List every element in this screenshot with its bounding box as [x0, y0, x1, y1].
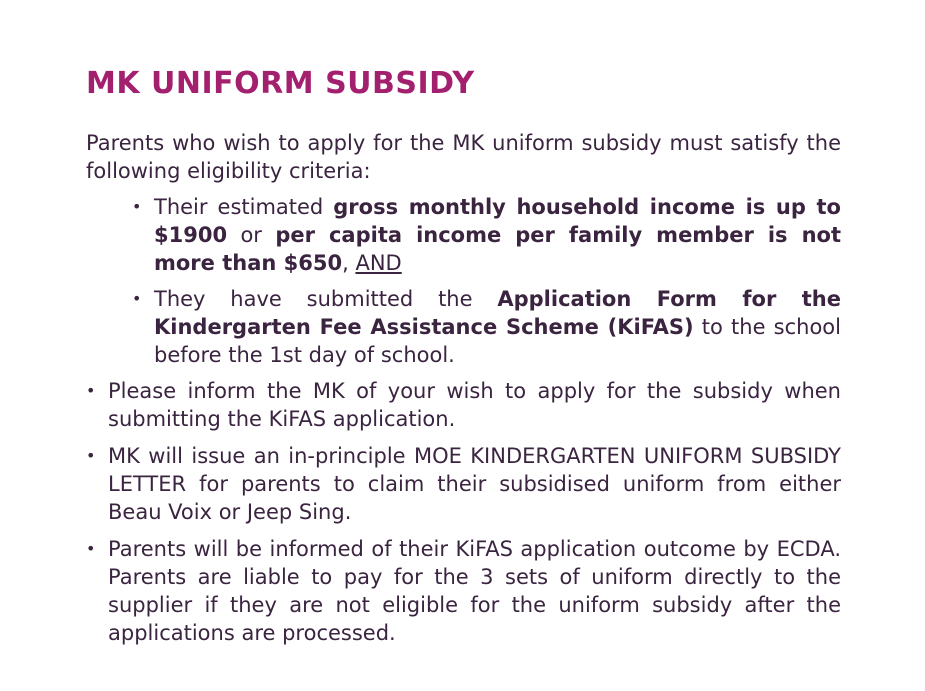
point-subsidy-letter — [86, 442, 841, 526]
criterion-text: They have submitted the — [154, 287, 498, 311]
point-inform-mk — [86, 377, 841, 433]
bullet-icon: • — [86, 446, 96, 465]
criterion-text: Their estimated — [154, 195, 334, 219]
criterion-application-form — [132, 285, 841, 369]
bullet-icon: • — [132, 289, 142, 308]
criterion-emphasis: Application Form for the Kindergarten Fee Assistance Scheme (KiFAS) — [154, 287, 841, 339]
point-text: Please inform the MK of your wish to apply for the subsidy when submitting the KiFAS application. — [108, 379, 841, 431]
point-text: MK will issue an in-principle MOE KINDERGARTEN UNIFORM SUBSIDY LETTER for parents to claim their subsidised uniform from either Beau Voix or Jeep Sing. — [108, 444, 841, 524]
bullet-icon: • — [86, 539, 96, 558]
slide-title: MK UNIFORM SUBSIDY — [86, 66, 475, 101]
criterion-text: to the school before the 1st day of school. — [154, 315, 841, 367]
point-ecda-outcome — [86, 535, 841, 647]
criterion-emphasis: gross monthly household income is up to $1900 — [154, 195, 841, 247]
eligibility-criteria-list — [86, 193, 841, 369]
slide-content — [86, 129, 841, 656]
criterion-text: or — [227, 223, 276, 247]
main-points-list — [86, 377, 841, 647]
criterion-emphasis: per capita income per family member is not more than $650 — [154, 223, 841, 275]
bullet-icon: • — [86, 381, 96, 400]
criterion-text: , — [342, 251, 356, 275]
bullet-icon: • — [132, 197, 142, 216]
criterion-income — [132, 193, 841, 277]
intro-paragraph: Parents who wish to apply for the MK uniform subsidy must satisfy the following eligibility criteria: — [86, 131, 841, 183]
criterion-and: AND — [355, 251, 402, 275]
point-text: Parents will be informed of their KiFAS application outcome by ECDA. Parents are liable to pay for the 3 sets of uniform directly to the supplier if they are not eligible for the uniform subsidy after the applications are processed. — [108, 537, 841, 645]
